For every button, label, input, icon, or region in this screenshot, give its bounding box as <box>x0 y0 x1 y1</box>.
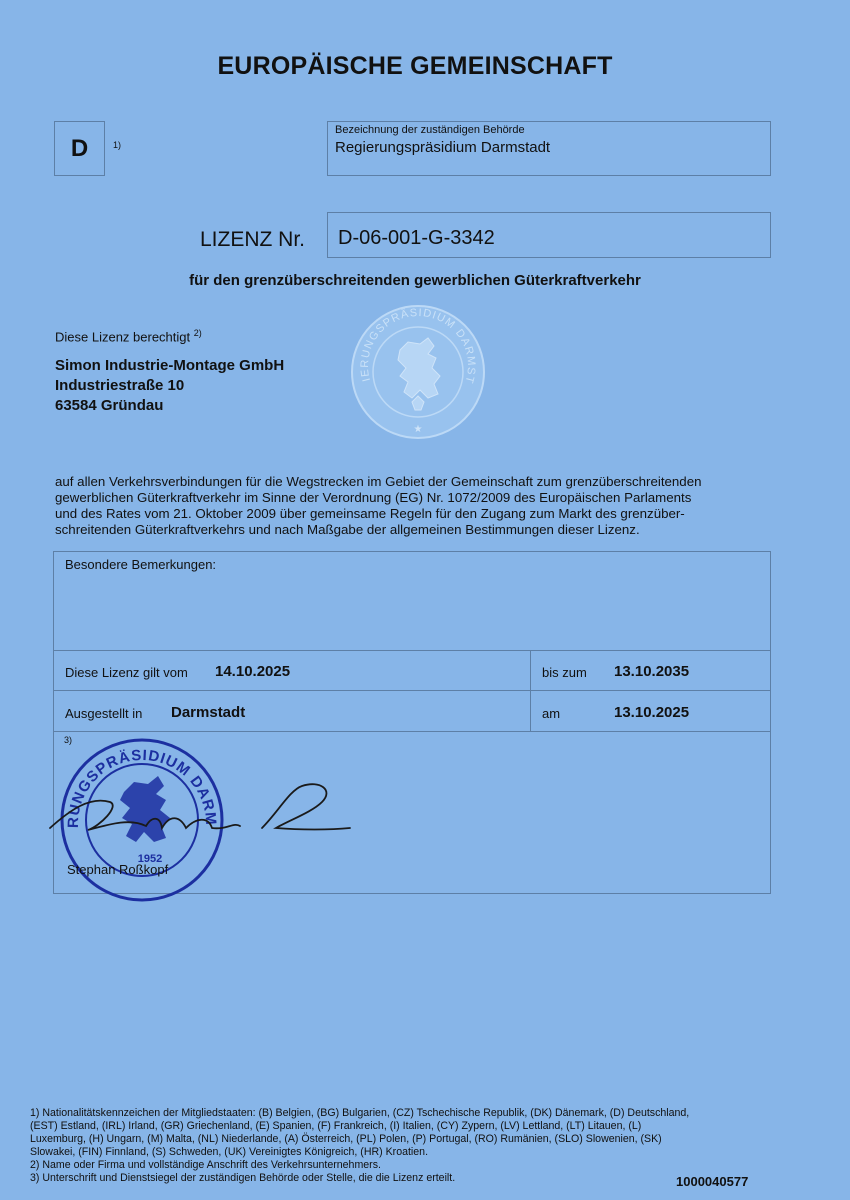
svg-text:★: ★ <box>413 424 423 435</box>
footnote-line: 2) Name oder Firma und vollständige Anschrift des Verkehrsunternehmers. <box>30 1159 381 1171</box>
authority-box <box>327 121 771 176</box>
issued-date: 13.10.2025 <box>614 704 690 721</box>
footnote-line: 3) Unterschrift und Dienstsiegel der zuständigen Behörde oder Stelle, die die Lizenz erteilt. <box>30 1172 456 1184</box>
valid-from-label: Diese Lizenz gilt vom <box>65 665 188 680</box>
holder-intro-text: Diese Lizenz berechtigt <box>55 329 191 345</box>
scope-line: auf allen Verkehrsverbindungen für die Wegstrecken im Gebiet der Gemeinschaft zum grenzüberschreitenden <box>55 474 702 489</box>
holder-name: Simon Industrie-Montage GmbH <box>55 357 285 374</box>
scope-text <box>55 474 775 538</box>
emboss-ring-text: REGIERUNGSPRÄSIDIUM DARMSTADT <box>343 293 478 385</box>
divider <box>530 650 531 731</box>
country-note-ref: 1) <box>113 140 122 150</box>
remarks-label: Besondere Bemerkungen: <box>65 557 217 572</box>
country-code: D <box>70 134 89 162</box>
scope-line: gewerblichen Güterkraftverkehr im Sinne der Verordnung (EG) Nr. 1072/2009 des Europäischen Parlaments <box>55 490 692 505</box>
holder-note-ref: 2) <box>193 328 202 338</box>
stamp-ring-text: REGIERUNGSPRÄSIDIUM DARMSTADT <box>39 719 220 829</box>
signature-note-ref: 3) <box>64 735 73 745</box>
valid-to-label: bis zum <box>542 665 587 680</box>
authority-value: Regierungspräsidium Darmstadt <box>335 139 551 156</box>
holder-address <box>55 356 284 416</box>
holder-city: 63584 Gründau <box>55 397 164 414</box>
footnote-line: Luxemburg, (H) Ungarn, (M) Malta, (NL) Niederlande, (A) Österreich, (PL) Polen, (P) Portugal, (RO) Rumänien, (SLO) Slowenien, (SK) <box>30 1133 662 1145</box>
authority-label: Bezeichnung der zuständigen Behörde <box>335 124 525 136</box>
license-label: LIZENZ Nr. <box>200 228 306 251</box>
scope-line: schreitenden Güterkraftverkehrs und nach Maßgabe der allgemeinen Bestimmungen dieser Lizenz. <box>55 522 640 537</box>
document-number: 1000040577 <box>676 1174 749 1189</box>
embossed-seal <box>343 293 488 442</box>
handwritten-signature <box>40 770 360 850</box>
holder-intro <box>55 328 202 344</box>
license-number: D-06-001-G-3342 <box>338 227 495 249</box>
divider <box>53 690 771 691</box>
holder-street: Industriestraße 10 <box>55 377 185 394</box>
issued-place: Darmstadt <box>171 704 246 721</box>
valid-to-date: 13.10.2035 <box>614 663 690 680</box>
valid-from-date: 14.10.2025 <box>215 663 291 680</box>
scope-line: und des Rates vom 21. Oktober 2009 über gemeinsame Regeln für den Zugang zum Markt des grenzüber- <box>55 506 685 521</box>
stamp-year: 1952 <box>137 853 163 865</box>
document-title: EUROPÄISCHE GEMEINSCHAFT <box>217 52 613 80</box>
license-subtitle: für den grenzüberschreitenden gewerblichen Güterkraftverkehr <box>189 272 641 289</box>
footnote-line: 1) Nationalitätskennzeichen der Mitgliedstaaten: (B) Belgien, (BG) Bulgarien, (CZ) Tschechische Republik, (DK) Dänemark, (D) Deutschland, <box>30 1107 690 1119</box>
issued-date-label: am <box>542 706 561 721</box>
signer-name: Stephan Roßkopf <box>67 862 169 877</box>
issued-place-label: Ausgestellt in <box>65 706 143 721</box>
footnote-line: (EST) Estland, (IRL) Irland, (GR) Griechenland, (E) Spanien, (F) Frankreich, (I) Italien, (CY) Zypern, (LV) Lettland, (LT) Litauen, (L) <box>30 1120 642 1132</box>
footnote-line: Slowakei, (FIN) Finnland, (S) Schweden, (UK) Vereinigtes Königreich, (HR) Kroatien. <box>30 1146 429 1158</box>
license-number-box <box>327 212 771 258</box>
divider <box>53 650 771 651</box>
country-code-box <box>54 121 105 176</box>
